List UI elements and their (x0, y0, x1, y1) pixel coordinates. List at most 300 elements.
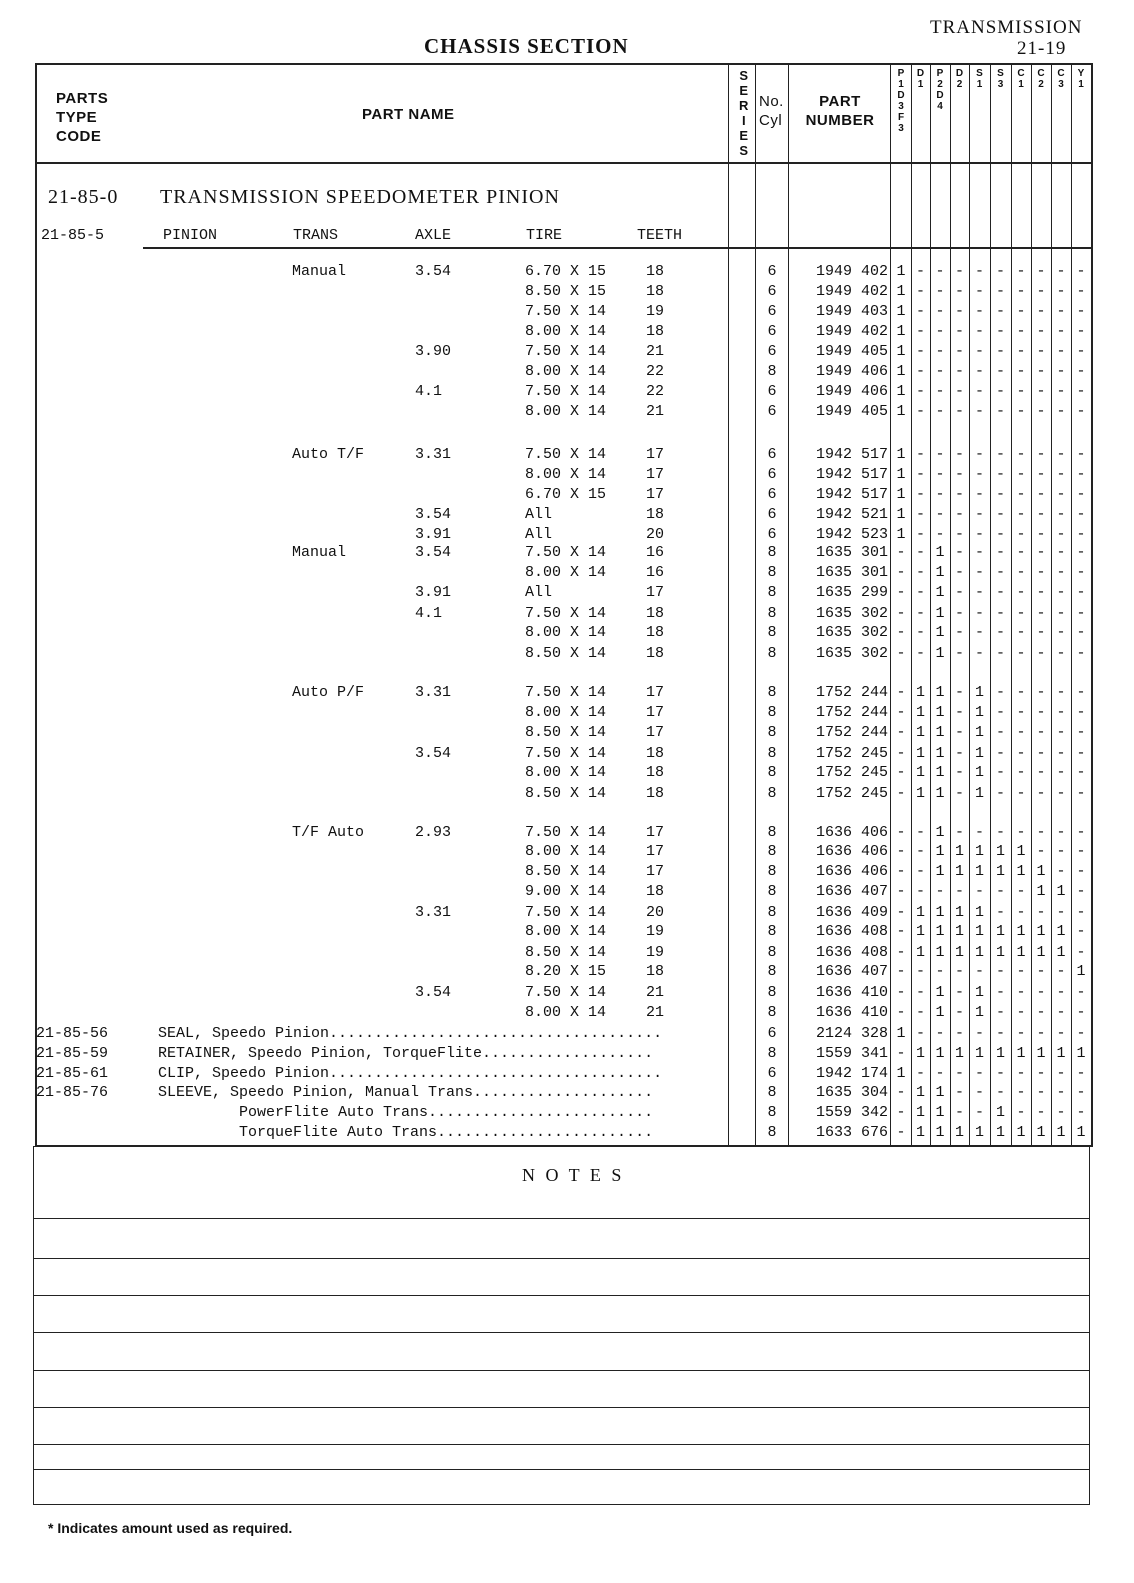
part-number-cell: 1559 341 (815, 1045, 888, 1062)
qty-cell: - (995, 645, 1005, 662)
qty-cell: - (1036, 584, 1046, 601)
qty-cell: - (995, 745, 1005, 762)
qty-cell: - (1016, 506, 1026, 523)
qty-cell: - (954, 1084, 964, 1101)
qty-cell: - (1056, 843, 1066, 860)
tire-cell: 7.50 X 14 (525, 984, 607, 1001)
teeth-cell: 17 (646, 466, 665, 483)
qty-cell: - (896, 824, 906, 841)
qty-cell: - (1036, 645, 1046, 662)
qty-cell: - (1016, 263, 1026, 280)
qty-cell: 1 (915, 1084, 925, 1101)
qty-cell: 1 (1056, 923, 1066, 940)
tire-cell: 8.00 X 14 (525, 624, 607, 641)
qty-cell: - (1036, 745, 1046, 762)
qty-cell: - (1036, 446, 1046, 463)
qty-cell: 1 (954, 863, 964, 880)
qty-cell: - (995, 343, 1005, 360)
qty-cell: - (995, 303, 1005, 320)
qty-cell: - (995, 963, 1005, 980)
qty-cell: 1 (935, 1004, 945, 1021)
qty-cell: - (896, 963, 906, 980)
qty-cell: - (896, 923, 906, 940)
qty-cell: - (974, 1104, 984, 1121)
qty-cell: 1 (1076, 1124, 1086, 1141)
qty-cell: - (915, 605, 925, 622)
qty-cell: - (954, 824, 964, 841)
model-header-letter: P (936, 68, 944, 79)
part-number-cell: 1949 402 (815, 263, 888, 280)
qty-cell: - (935, 363, 945, 380)
header-divider (36, 162, 1092, 164)
col-line-cyl (788, 64, 789, 1146)
qty-cell: - (1036, 1104, 1046, 1121)
qty-cell: - (995, 1025, 1005, 1042)
qty-cell: - (974, 323, 984, 340)
cyl-cell: 8 (767, 544, 777, 561)
cyl-cell: 8 (767, 684, 777, 701)
qty-cell: - (915, 963, 925, 980)
part-number-cell: 1636 407 (815, 963, 888, 980)
teeth-cell: 21 (646, 343, 665, 360)
page-number: 21-19 (1017, 38, 1067, 59)
qty-cell: - (935, 263, 945, 280)
cyl-cell: 8 (767, 764, 777, 781)
qty-cell: 1 (896, 343, 906, 360)
model-header-letter: C (1037, 68, 1045, 79)
teeth-cell: 21 (646, 403, 665, 420)
qty-cell: - (1036, 526, 1046, 543)
qty-cell: 1 (915, 704, 925, 721)
qty-cell: - (915, 843, 925, 860)
qty-cell: - (935, 303, 945, 320)
qty-cell: 1 (935, 1084, 945, 1101)
qty-cell: 1 (896, 446, 906, 463)
cyl-cell: 8 (767, 1045, 777, 1062)
qty-cell: - (1016, 486, 1026, 503)
qty-cell: - (1016, 1104, 1026, 1121)
axle-cell: 3.54 (415, 745, 452, 762)
qty-cell: - (896, 843, 906, 860)
qty-cell: - (1076, 745, 1086, 762)
qty-cell: - (995, 883, 1005, 900)
qty-cell: - (1076, 984, 1086, 1001)
part-number-cell: 1942 523 (815, 526, 888, 543)
model-header-letter: C (1057, 68, 1065, 79)
part-name-cell: RETAINER, Speedo Pinion, TorqueFlite................... (158, 1045, 654, 1062)
qty-cell: 1 (954, 923, 964, 940)
part-number-cell: 1949 406 (815, 363, 888, 380)
qty-cell: - (1036, 704, 1046, 721)
part-name-cell: SLEEVE, Speedo Pinion, Manual Trans.................... (158, 1084, 654, 1101)
qty-cell: 1 (935, 1045, 945, 1062)
qty-cell: - (1036, 323, 1046, 340)
qty-cell: 1 (995, 863, 1005, 880)
qty-cell: - (896, 1124, 906, 1141)
part-code-cell: 21-85-61 (36, 1065, 109, 1082)
qty-cell: - (954, 645, 964, 662)
qty-cell: - (935, 343, 945, 360)
qty-cell: - (954, 883, 964, 900)
qty-cell: 1 (1016, 1124, 1026, 1141)
teeth-cell: 18 (646, 263, 665, 280)
model-header-letter: 3 (898, 101, 904, 112)
axle-cell: 3.91 (415, 526, 452, 543)
teeth-cell: 18 (646, 506, 665, 523)
qty-cell: - (974, 446, 984, 463)
qty-cell: - (954, 303, 964, 320)
tire-cell: 9.00 X 14 (525, 883, 607, 900)
qty-cell: 1 (1056, 1124, 1066, 1141)
qty-cell: - (1016, 283, 1026, 300)
part-name-header: PART NAME (362, 106, 455, 123)
qty-cell: - (1016, 526, 1026, 543)
model-header-letter: 3 (898, 123, 904, 134)
part-code-cell: 21-85-59 (36, 1045, 109, 1062)
qty-cell: - (1036, 1025, 1046, 1042)
qty-cell: - (954, 704, 964, 721)
qty-cell: - (1056, 1025, 1066, 1042)
part-number-cell: 1949 406 (815, 383, 888, 400)
teeth-cell: 17 (646, 843, 665, 860)
model-header-letter: C (1017, 68, 1025, 79)
qty-cell: - (896, 704, 906, 721)
qty-cell: - (1016, 1084, 1026, 1101)
part-number-cell: 1635 302 (815, 605, 888, 622)
qty-cell: - (954, 466, 964, 483)
subheading-tire: TIRE (526, 227, 563, 244)
model-header (1011, 68, 1031, 90)
cyl-cell: 8 (767, 363, 777, 380)
tire-cell: 8.50 X 14 (525, 724, 607, 741)
qty-cell: - (896, 684, 906, 701)
tire-cell: 7.50 X 14 (525, 824, 607, 841)
qty-cell: - (1036, 263, 1046, 280)
qty-cell: 1 (915, 1124, 925, 1141)
model-header (1051, 68, 1071, 90)
qty-cell: - (1016, 704, 1026, 721)
qty-cell: - (954, 564, 964, 581)
qty-cell: - (1036, 283, 1046, 300)
qty-cell: - (995, 824, 1005, 841)
qty-cell: 1 (974, 923, 984, 940)
model-header-letter: D (936, 90, 944, 101)
qty-cell: - (974, 403, 984, 420)
part-number-cell: 1752 245 (815, 745, 888, 762)
part-number-cell: 1949 402 (815, 323, 888, 340)
qty-cell: 1 (935, 605, 945, 622)
qty-cell: - (954, 963, 964, 980)
qty-cell: - (1036, 764, 1046, 781)
tire-cell: 8.00 X 14 (525, 843, 607, 860)
cyl-cell: 8 (767, 624, 777, 641)
notes-line (34, 1258, 1089, 1259)
qty-cell: 1 (915, 904, 925, 921)
part-number-cell: 1559 342 (815, 1104, 888, 1121)
qty-cell: - (1036, 624, 1046, 641)
qty-cell: 1 (896, 403, 906, 420)
qty-cell: 1 (896, 1025, 906, 1042)
qty-cell: - (1076, 564, 1086, 581)
qty-cell: - (1036, 403, 1046, 420)
qty-cell: - (1056, 526, 1066, 543)
qty-cell: 1 (995, 1124, 1005, 1141)
qty-cell: - (1076, 605, 1086, 622)
model-header-letter: 3 (1058, 79, 1064, 90)
qty-cell: - (1076, 446, 1086, 463)
qty-cell: - (915, 383, 925, 400)
qty-cell: - (1016, 745, 1026, 762)
tire-cell: 8.20 X 15 (525, 963, 607, 980)
qty-cell: - (1016, 984, 1026, 1001)
qty-cell: 1 (974, 724, 984, 741)
qty-cell: - (1076, 944, 1086, 961)
header-letter: R (739, 98, 749, 113)
qty-cell: - (1056, 645, 1066, 662)
qty-cell: - (1056, 963, 1066, 980)
model-header-letter: P (897, 68, 905, 79)
teeth-cell: 18 (646, 745, 665, 762)
teeth-cell: 22 (646, 383, 665, 400)
qty-cell: - (935, 383, 945, 400)
qty-cell: - (954, 446, 964, 463)
qty-cell: - (935, 1025, 945, 1042)
cyl-cell: 6 (767, 506, 777, 523)
qty-cell: - (915, 1004, 925, 1021)
qty-cell: - (1076, 303, 1086, 320)
qty-cell: - (896, 605, 906, 622)
qty-cell: 1 (896, 506, 906, 523)
qty-cell: - (915, 343, 925, 360)
cyl-cell: 6 (767, 383, 777, 400)
cyl-cell: 8 (767, 944, 777, 961)
qty-cell: - (1016, 1025, 1026, 1042)
part-number-cell: 1949 402 (815, 283, 888, 300)
notes-line (34, 1295, 1089, 1296)
subheading-trans: TRANS (293, 227, 339, 244)
qty-cell: 1 (935, 584, 945, 601)
model-header (950, 68, 969, 90)
cyl-cell: 8 (767, 584, 777, 601)
qty-cell: 1 (896, 363, 906, 380)
qty-cell: - (974, 1025, 984, 1042)
qty-cell: - (896, 984, 906, 1001)
qty-cell: - (1016, 624, 1026, 641)
axle-cell: 3.54 (415, 506, 452, 523)
header-line: Cyl (759, 112, 783, 129)
teeth-cell: 17 (646, 824, 665, 841)
qty-cell: - (1076, 506, 1086, 523)
qty-cell: - (995, 283, 1005, 300)
qty-cell: - (954, 605, 964, 622)
qty-cell: 1 (935, 944, 945, 961)
qty-cell: - (995, 724, 1005, 741)
qty-cell: - (995, 605, 1005, 622)
part-number-cell: 1942 517 (815, 446, 888, 463)
cyl-cell: 8 (767, 883, 777, 900)
qty-cell: - (1036, 506, 1046, 523)
part-number-cell: 1942 521 (815, 506, 888, 523)
qty-cell: - (995, 904, 1005, 921)
tire-cell: 7.50 X 14 (525, 544, 607, 561)
qty-cell: - (935, 1065, 945, 1082)
teeth-cell: 17 (646, 724, 665, 741)
qty-cell: - (1016, 383, 1026, 400)
qty-cell: - (896, 883, 906, 900)
qty-cell: - (1056, 1084, 1066, 1101)
qty-cell: - (995, 486, 1005, 503)
qty-cell: - (896, 1045, 906, 1062)
qty-cell: 1 (935, 843, 945, 860)
part-code-cell: 21-85-56 (36, 1025, 109, 1042)
part-name-cell: PowerFlite Auto Trans......................... (239, 1104, 654, 1121)
qty-cell: 1 (915, 1104, 925, 1121)
qty-cell: - (896, 624, 906, 641)
qty-cell: - (1056, 383, 1066, 400)
part-number-cell: 2124 328 (815, 1025, 888, 1042)
qty-cell: - (954, 1004, 964, 1021)
qty-cell: 1 (896, 1065, 906, 1082)
qty-cell: 1 (935, 684, 945, 701)
qty-cell: - (1076, 1104, 1086, 1121)
qty-cell: 1 (974, 904, 984, 921)
part-name-cell: SEAL, Speedo Pinion..................................... (158, 1025, 663, 1042)
tire-cell: 8.00 X 14 (525, 466, 607, 483)
qty-cell: 1 (974, 684, 984, 701)
subheading-code: 21-85-5 (41, 227, 105, 244)
qty-cell: - (915, 984, 925, 1001)
part-code-cell: 21-85-76 (36, 1084, 109, 1101)
qty-cell: - (1036, 383, 1046, 400)
qty-cell: - (1076, 383, 1086, 400)
qty-cell: - (1036, 486, 1046, 503)
qty-cell: 1 (915, 785, 925, 802)
qty-cell: - (974, 544, 984, 561)
part-number-cell: 1635 301 (815, 544, 888, 561)
qty-cell: - (1076, 1004, 1086, 1021)
qty-cell: - (1016, 785, 1026, 802)
qty-cell: - (974, 303, 984, 320)
qty-cell: - (1056, 1004, 1066, 1021)
qty-cell: - (974, 343, 984, 360)
part-number-cell: 1752 244 (815, 724, 888, 741)
qty-cell: 1 (1016, 944, 1026, 961)
qty-cell: - (915, 466, 925, 483)
axle-cell: 3.31 (415, 904, 452, 921)
group-heading-code: 21-85-0 (48, 186, 119, 208)
cyl-cell: 8 (767, 745, 777, 762)
qty-cell: - (1056, 506, 1066, 523)
qty-cell: - (1036, 724, 1046, 741)
header-letter: S (739, 68, 749, 83)
qty-cell: - (1076, 824, 1086, 841)
part-number-cell: 1635 301 (815, 564, 888, 581)
model-header-letter: F (897, 112, 905, 123)
qty-cell: - (915, 544, 925, 561)
qty-cell: 1 (935, 923, 945, 940)
part-number-cell: 1949 403 (815, 303, 888, 320)
cyl-cell: 6 (767, 486, 777, 503)
header-letter: E (739, 83, 749, 98)
cyl-cell: 8 (767, 1124, 777, 1141)
qty-cell: - (896, 1104, 906, 1121)
qty-cell: - (1036, 605, 1046, 622)
qty-cell: 1 (896, 283, 906, 300)
qty-cell: 1 (995, 1045, 1005, 1062)
qty-cell: - (1076, 1025, 1086, 1042)
tire-cell: 8.00 X 14 (525, 764, 607, 781)
qty-cell: 1 (1056, 944, 1066, 961)
teeth-cell: 19 (646, 303, 665, 320)
qty-cell: - (1076, 923, 1086, 940)
qty-cell: - (896, 564, 906, 581)
qty-cell: 1 (1056, 883, 1066, 900)
qty-cell: 1 (1056, 1045, 1066, 1062)
qty-cell: 1 (1076, 963, 1086, 980)
qty-cell: - (954, 624, 964, 641)
qty-cell: 1 (1016, 863, 1026, 880)
cyl-cell: 8 (767, 645, 777, 662)
qty-cell: - (1036, 824, 1046, 841)
qty-cell: - (1056, 984, 1066, 1001)
header-letter: E (739, 128, 749, 143)
parts-type-code-header (56, 89, 108, 146)
teeth-cell: 19 (646, 923, 665, 940)
teeth-cell: 16 (646, 564, 665, 581)
qty-cell: 1 (995, 1104, 1005, 1121)
qty-cell: 1 (896, 323, 906, 340)
part-number-cell: 1636 406 (815, 863, 888, 880)
qty-cell: - (1016, 605, 1026, 622)
model-header-letter: 2 (1038, 79, 1044, 90)
header-letter: I (741, 113, 747, 128)
qty-cell: - (1036, 843, 1046, 860)
qty-cell: 1 (1036, 923, 1046, 940)
qty-cell: 1 (935, 624, 945, 641)
qty-cell: - (1076, 283, 1086, 300)
cyl-cell: 8 (767, 843, 777, 860)
qty-cell: - (954, 1104, 964, 1121)
qty-cell: - (896, 645, 906, 662)
qty-cell: - (974, 506, 984, 523)
model-header (1071, 68, 1091, 90)
teeth-cell: 17 (646, 684, 665, 701)
qty-cell: 1 (1036, 944, 1046, 961)
qty-cell: - (974, 645, 984, 662)
qty-cell: - (1056, 704, 1066, 721)
header-line: PARTS (56, 90, 109, 107)
qty-cell: 1 (974, 863, 984, 880)
qty-cell: 1 (1036, 863, 1046, 880)
qty-cell: - (915, 863, 925, 880)
cyl-cell: 6 (767, 283, 777, 300)
qty-cell: - (974, 584, 984, 601)
qty-cell: - (1076, 785, 1086, 802)
qty-cell: 1 (974, 1045, 984, 1062)
tire-cell: 8.50 X 14 (525, 645, 607, 662)
qty-cell: - (896, 1084, 906, 1101)
tire-cell: 7.50 X 14 (525, 745, 607, 762)
qty-cell: 1 (935, 863, 945, 880)
qty-cell: - (1076, 863, 1086, 880)
part-number-cell: 1752 245 (815, 764, 888, 781)
qty-cell: - (915, 645, 925, 662)
qty-cell: - (915, 283, 925, 300)
tire-cell: 8.00 X 14 (525, 323, 607, 340)
cyl-cell: 8 (767, 923, 777, 940)
qty-cell: - (1056, 584, 1066, 601)
qty-cell: - (995, 1065, 1005, 1082)
